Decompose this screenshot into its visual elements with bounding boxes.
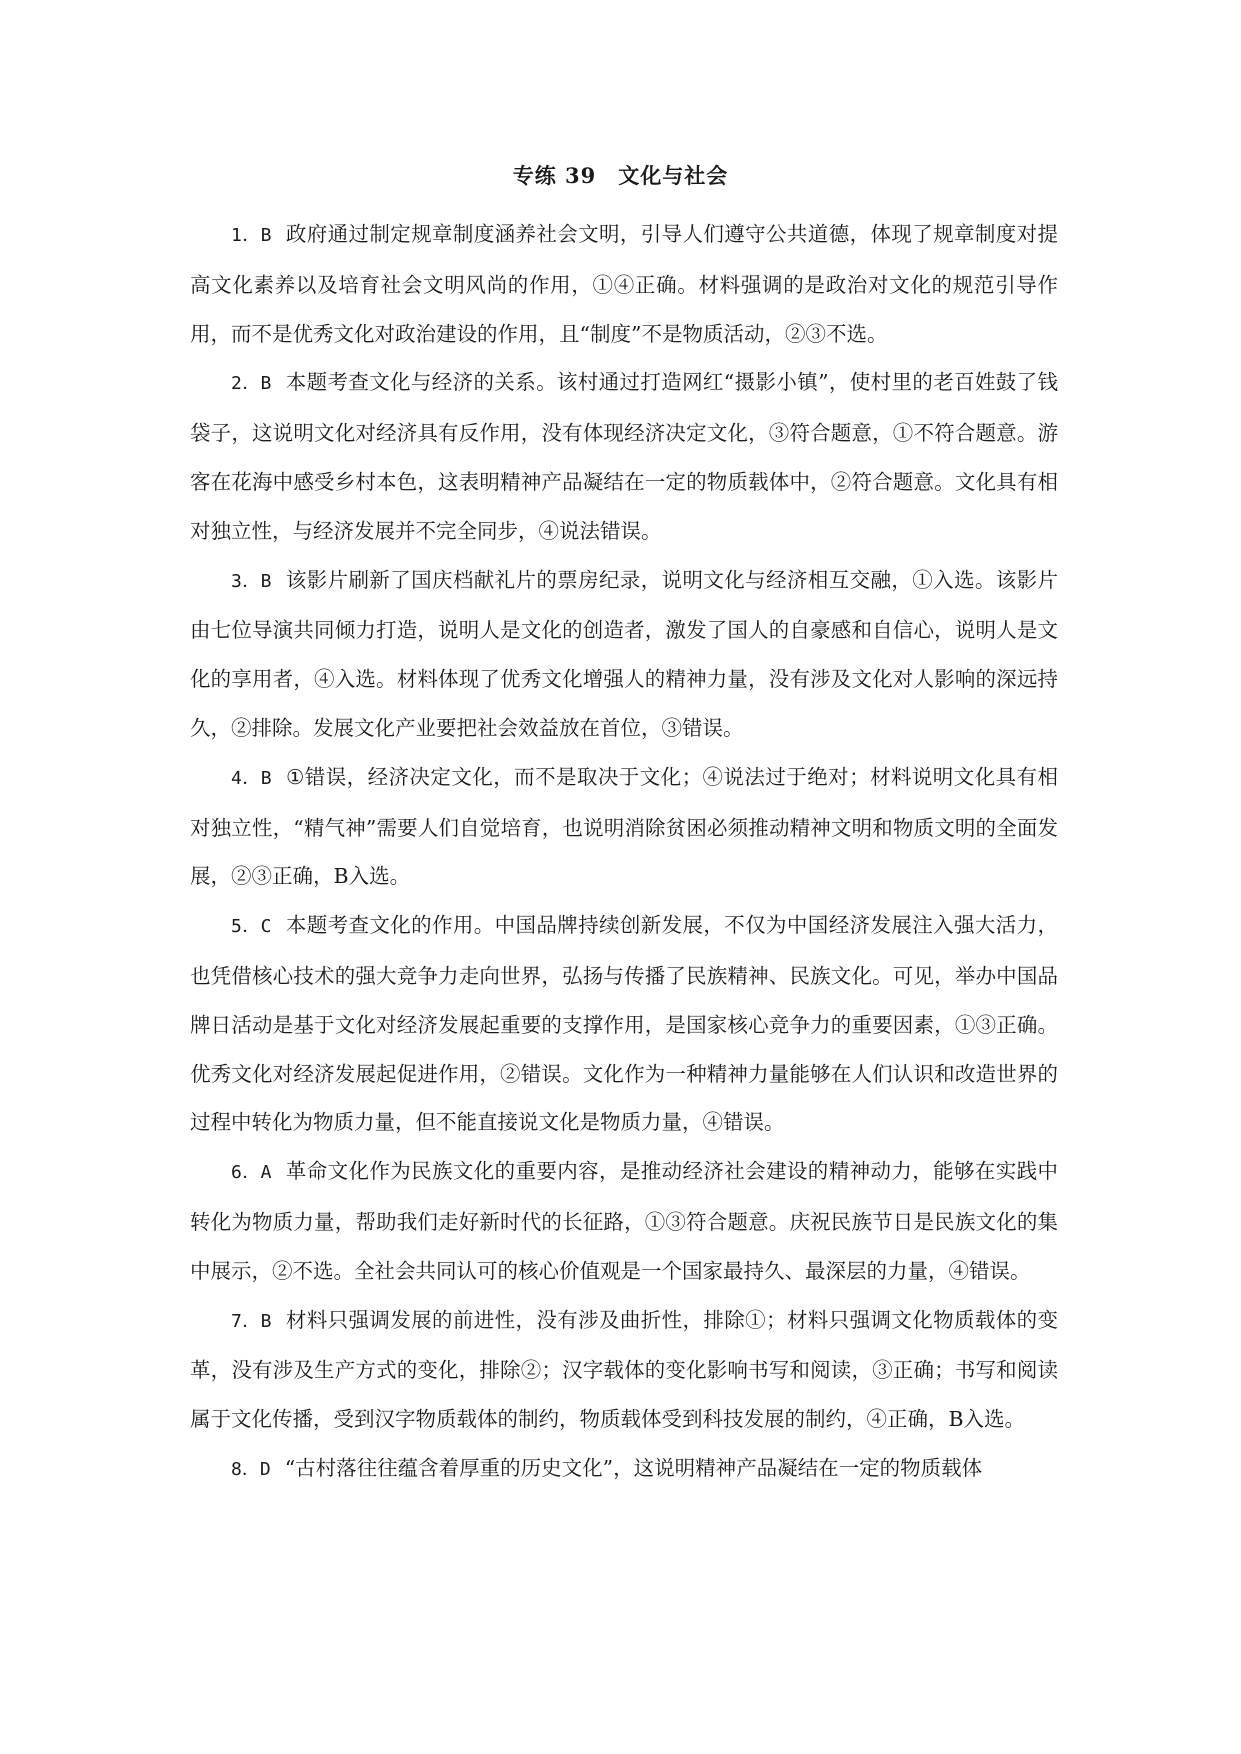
page-title: 专练 39 文化与社会 <box>512 163 729 188</box>
answer-item-7 <box>190 1296 1058 1444</box>
answer-text: 革命文化作为民族文化的重要内容，是推动经济社会建设的精神动力，能够在实践中转化为物质力量，帮助我们走好新时代的长征路，①③符合题意。庆祝民族节日是民族文化的集中展示，②不选。全社会共同认可的核心价值观是一个国家最持久、最深层的力量，④错误。 <box>190 1159 1058 1283</box>
answer-item-6 <box>190 1147 1058 1295</box>
answer-text: “古村落往往蕴含着厚重的历史文化”，这说明精神产品凝结在一定的物质载体 <box>284 1455 983 1480</box>
answer-item-4 <box>190 753 1058 901</box>
answer-text: 政府通过制定规章制度涵养社会文明，引导人们遵守公共道德，体现了规章制度对提高文化素养以及培育社会文明风尚的作用，①④正确。材料强调的是政治对文化的规范引导作用，而不是优秀文化对政治建设的作用，且“制度”不是物质活动，②③不选。 <box>190 222 1058 346</box>
answer-number: 7．B <box>231 1310 272 1332</box>
answer-text: ①错误，经济决定文化，而不是取决于文化；④说法过于绝对；材料说明文化具有相对独立性，“精气神”需要人们自觉培育，也说明消除贫困必须推动精神文明和物质文明的全面发展，②③正确，B入选。 <box>190 764 1058 889</box>
answer-text: 本题考查文化的作用。中国品牌持续创新发展，不仅为中国经济发展注入强大活力，也凭借核心技术的强大竞争力走向世界，弘扬与传播了民族精神、民族文化。可见，举办中国品牌日活动是基于文化对经济发展起重要的支撑作用，是国家核心竞争力的重要因素，①③正确。优秀文化对经济发展起促进作用，②错误。文化作为一种精神力量能够在人们认识和改造世界的过程中转化为物质力量，但不能直接说文化是物质力量，④错误。 <box>190 913 1058 1135</box>
answer-number: 8．D <box>231 1458 271 1480</box>
answer-text: 本题考查文化与经济的关系。该村通过打造网红“摄影小镇”，使村里的老百姓鼓了钱袋子，这说明文化对经济具有反作用，没有体现经济决定文化，③符合题意，①不符合题意。游客在花海中感受乡村本色，这表明精神产品凝结在一定的物质载体中，②符合题意。文化具有相对独立性，与经济发展并不完全同步，④说法错误。 <box>190 370 1058 543</box>
answer-item-8 <box>190 1444 1058 1495</box>
answer-item-1 <box>190 210 1058 358</box>
answer-list <box>190 210 1058 1495</box>
answer-number: 5．C <box>231 916 272 938</box>
answer-text: 材料只强调发展的前进性，没有涉及曲折性，排除①；材料只强调文化物质载体的变革，没有涉及生产方式的变化，排除②；汉字载体的变化影响书写和阅读，③正确；书写和阅读属于文化传播，受到汉字物质载体的制约，物质载体受到科技发展的制约，④正确，B入选。 <box>190 1307 1058 1432</box>
answer-number: 4．B <box>231 767 272 789</box>
answer-number: 3．B <box>231 570 272 592</box>
answer-number: 2．B <box>231 373 272 395</box>
answer-item-5 <box>190 901 1058 1147</box>
answer-item-3 <box>190 556 1058 753</box>
answer-text: 该影片刷新了国庆档献礼片的票房纪录，说明文化与经济相互交融，①入选。该影片由七位导演共同倾力打造，说明人是文化的创造者，激发了国人的自豪感和自信心，说明人是文化的享用者，④入选。材料体现了优秀文化增强人的精神力量，没有涉及文化对人影响的深远持久，②排除。发展文化产业要把社会效益放在首位，③错误。 <box>190 567 1058 740</box>
answer-number: 6．A <box>231 1162 272 1184</box>
answer-number: 1．B <box>231 225 272 246</box>
answer-item-2 <box>190 358 1058 555</box>
